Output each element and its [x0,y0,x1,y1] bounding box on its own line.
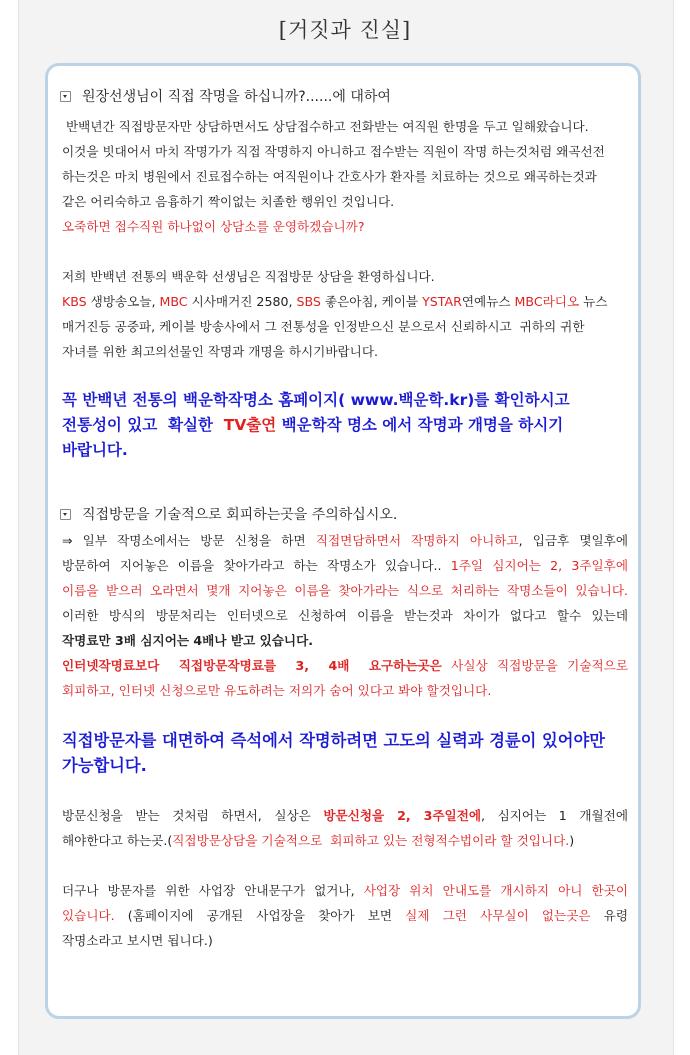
text-span: 방문하여 지어놓은 이름을 찾아가라고 하는 작명소가 있습니다.. [62,558,451,573]
text-span: 더구나 방문자를 위한 사업장 안내문구가 없거나, [62,883,364,898]
paragraph-advance-booking [62,803,628,853]
paragraph-visit-warning [62,528,628,703]
dropdown-bullet-icon [60,509,71,520]
broadcast-program-text: 연예뉴스 [461,294,515,309]
text-line [62,653,628,678]
text-line [62,528,628,553]
text-span: 해야한다고 하는곳.( [62,833,173,848]
text-line: 저희 반백년 전통의 백운학 선생님은 직접방문 상담을 환영하십니다. [62,269,435,284]
text-span: (홈페이지에 공개된 사업장을 찾아가 보면 [114,908,406,923]
callout-line: 꼭 반백년 전통의 백운학작명소 홈페이지( www.백운학.kr)를 확인하시고 [62,391,570,409]
callout-skill-experience [62,728,632,778]
broadcast-program-text: 생방송오늘, [86,294,160,309]
text-line [62,903,628,928]
text-line: 이것을 빗대어서 마치 작명가가 직접 작명하지 아니하고 접수받는 직원이 작명 하는것처럼 왜곡선전 [62,144,605,159]
text-line: 이러한 방식의 방문처리는 인터넷으로 신청하여 이름을 받는것과 차이가 없다고 할수 있는데 [62,608,628,623]
text-span-highlight: 1주일 심지어는 2, 3주일후에 [450,558,628,573]
callout-text: 백운학작 명소 에서 작명과 개명을 하시기 [276,416,564,434]
text-line: 매거진등 공중파, 케이블 방송사에서 그 전통성을 인정받으신 분으로서 신뢰하시고 귀하의 귀한 [62,319,585,334]
section-heading-avoid-visits [60,504,397,524]
text-line-bold: 작명료만 3배 심지어는 4배나 받고 있습니다. [62,633,314,648]
text-line: 하는것은 마치 병원에서 진료접수하는 여직원이나 간호사가 환자를 치료하는 것으로 왜곡하는것과 [62,169,597,184]
text-span-highlight: 사업장 위치 안내도를 개시하지 아니 한곳이 [363,883,628,898]
text-span: 유령 [590,908,629,923]
callout-line: 바랍니다. [62,441,128,459]
paragraph-reception-staff [62,114,628,239]
dropdown-bullet-icon [60,91,71,102]
page-title: [거짓과 진실] [278,18,412,42]
text-span: 방문신청을 받는 것처럼 하면서, 실상은 [62,808,324,823]
text-span-highlight: 사실상 직접방문을 기술적으로 [441,658,628,673]
callout-line: 직접방문자를 대면하여 즉석에서 작명하려면 고도의 실력과 경륜이 있어야만 [62,731,605,750]
section-heading-text: 직접방문을 기술적으로 회피하는곳을 주의하십시오. [82,507,398,523]
broadcaster-name: MBC라디오 [514,294,580,309]
text-span-highlight: 직접면담하면서 작명하지 아니하고 [315,533,519,548]
text-span-highlight: 있습니다. [62,908,115,923]
text-line-highlight: 오죽하면 접수직원 하나없이 상담소를 운영하겠습니까? [62,219,365,234]
text-line [62,878,628,903]
paragraph-location-notice [62,878,628,953]
broadcast-program-text: 시사매거진 2580, [187,294,297,309]
broadcaster-name: SBS [296,294,321,309]
broadcaster-name: MBC [159,294,188,309]
text-span: , 심지어는 1 개월전에 [481,808,628,823]
text-line-highlight: 이름을 받으러 오라면서 몇개 지어놓은 이름을 찾아가라는 식으로 처리하는 작명소들이 있습니다. [62,583,628,598]
callout-visit-homepage [62,388,632,463]
callout-text: 전통성이 있고 확실한 [62,416,224,434]
broadcast-program-text: 좋은아침, 케이블 [320,294,423,309]
text-span-highlight-bold: 방문신청을 2, 3주일전에 [323,808,482,823]
text-span-highlight-bold: 인터넷작명료보다 직접방문작명료를 3, 4배 요구하는곳은 [62,658,442,673]
broadcast-list-line [62,289,628,314]
text-span: , 입금후 몇일후에 [518,533,628,548]
text-span: ⇒ 일부 작명소에서는 방문 신청을 하면 [62,533,316,548]
text-line [62,803,628,828]
broadcast-program-text: 뉴스 [579,294,608,309]
callout-line [62,413,632,438]
text-line [62,553,628,578]
callout-line: 가능합니다. [62,756,147,775]
text-span-highlight: 실제 그런 사무실이 없는곳은 [405,908,591,923]
paragraph-tv-appearances [62,264,628,364]
broadcaster-name: KBS [62,294,87,309]
text-line: 반백년간 직접방문자만 상담하면서도 상담접수하고 전화받는 여직원 한명을 두고 일해왔습니다. [62,119,589,134]
text-line: 작명소라고 보시면 됩니다.) [62,933,213,948]
section-heading-text: 원장선생님이 직접 작명을 하십니까?......에 대하여 [82,89,391,105]
broadcaster-name: YSTAR [422,294,462,309]
text-line: 자녀를 위한 최고의선물인 작명과 개명을 하시기바랍니다. [62,344,378,359]
text-span: ) [569,833,575,848]
callout-tv-highlight: TV출연 [223,416,277,434]
text-span-highlight: 직접방문상담을 기술적으로 회피하고 있는 전형적수법이라 할 것입니다. [172,833,570,848]
text-line: 같은 어리숙하고 음흉하기 짝이없는 치졸한 행위인 것입니다. [62,194,395,209]
text-line-highlight: 회피하고, 인터넷 신청으로만 유도하려는 저의가 숨어 있다고 봐야 할것입니다. [62,683,492,698]
text-line [62,828,628,853]
section-heading-director [60,86,391,106]
